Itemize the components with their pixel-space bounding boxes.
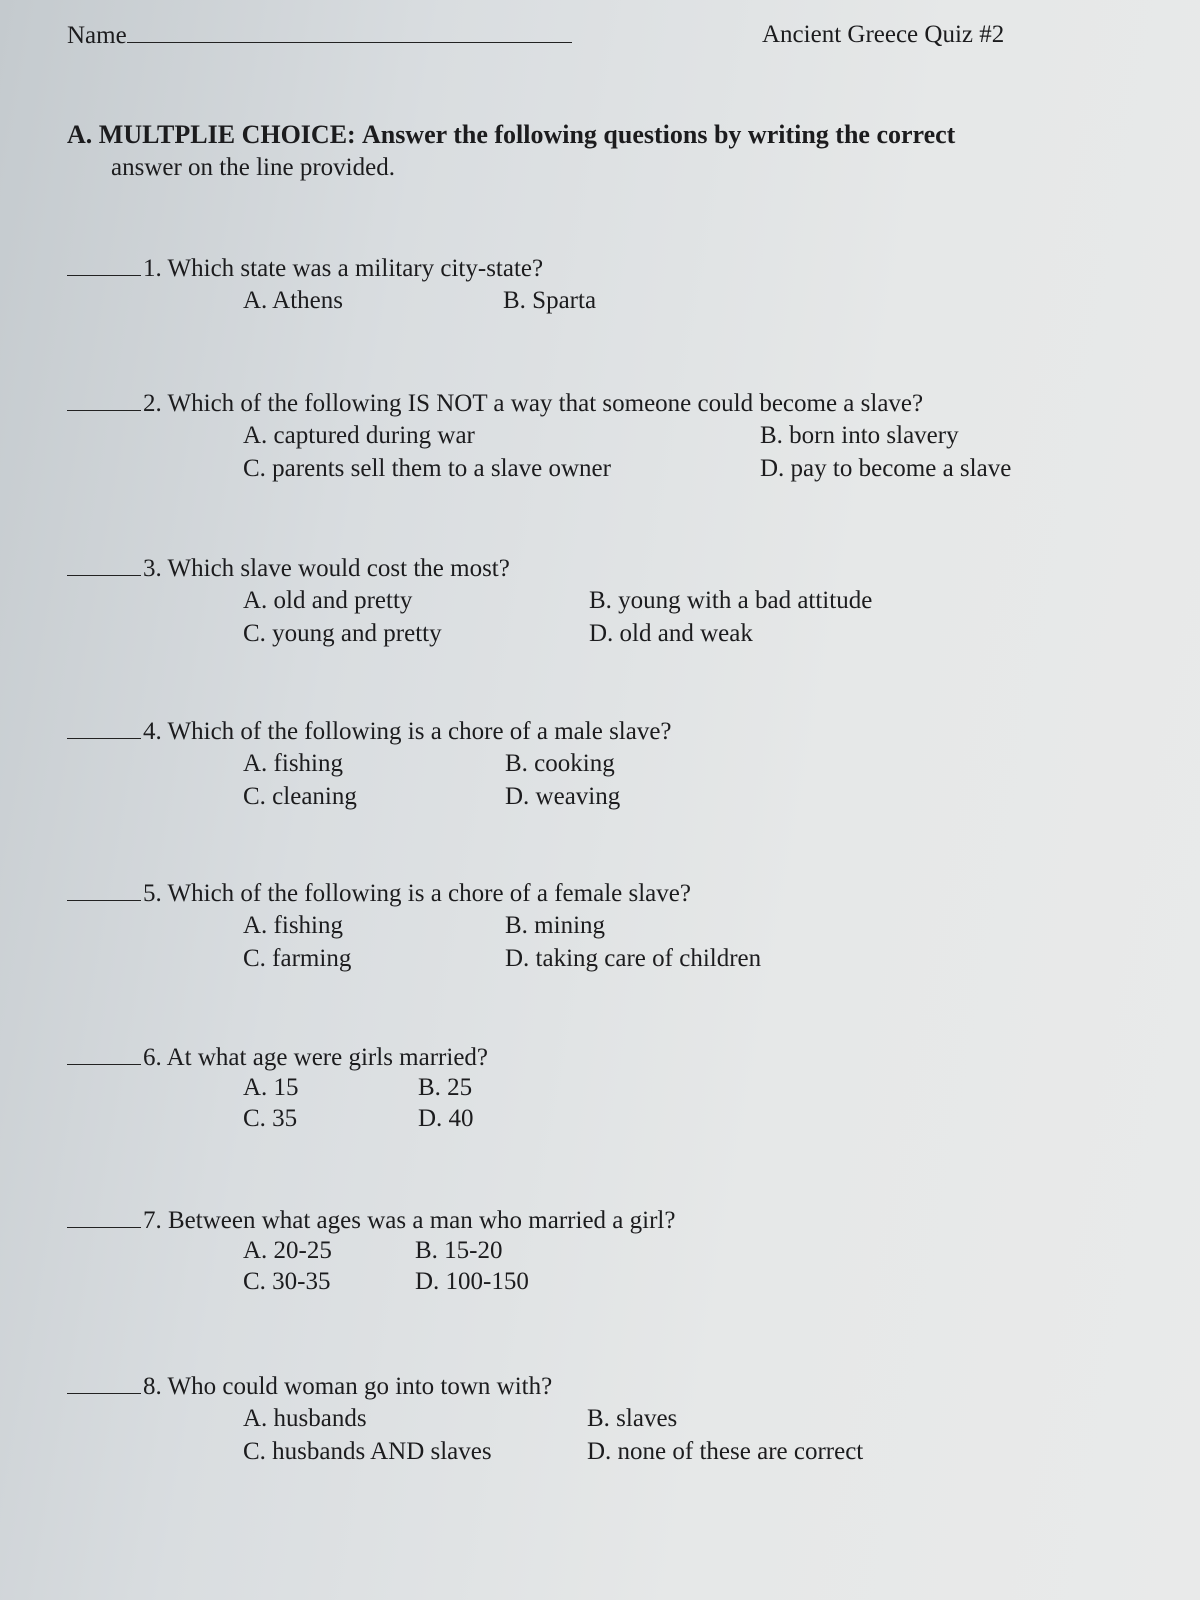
question-text: 8. Who could woman go into town with?: [143, 1373, 553, 1400]
question-text: 3. Which slave would cost the most?: [143, 555, 510, 582]
option-c: C. 35: [243, 1105, 298, 1132]
question-7: [67, 1205, 675, 1236]
question-4: [67, 716, 672, 747]
section-instruction-cont: answer on the line provided.: [111, 154, 395, 181]
answer-blank[interactable]: [67, 878, 141, 901]
option-a: A. fishing: [243, 750, 343, 777]
option-c: C. 30-35: [243, 1268, 331, 1295]
question-text: 5. Which of the following is a chore of a female slave?: [143, 880, 691, 907]
answer-blank[interactable]: [67, 388, 141, 411]
answer-blank[interactable]: [67, 1371, 141, 1394]
option-c: C. farming: [243, 945, 352, 972]
section-heading: [67, 120, 955, 151]
answer-blank[interactable]: [67, 253, 141, 276]
answer-blank[interactable]: [67, 1205, 141, 1228]
question-text: 7. Between what ages was a man who married a girl?: [143, 1207, 676, 1234]
option-d: D. old and weak: [589, 620, 753, 647]
section-instruction: Answer the following questions by writing the correct: [361, 120, 956, 149]
quiz-title: Ancient Greece Quiz #2: [762, 21, 1005, 48]
option-d: D. none of these are correct: [587, 1438, 864, 1465]
question-6: [67, 1042, 488, 1073]
option-d: D. weaving: [505, 783, 621, 810]
option-d: D. taking care of children: [505, 945, 762, 972]
question-5: [67, 878, 691, 909]
option-b: B. cooking: [505, 750, 615, 777]
question-1: [67, 253, 543, 284]
question-3: [67, 553, 510, 584]
option-a: A. husbands: [243, 1405, 367, 1432]
question-text: 4. Which of the following is a chore of a male slave?: [143, 718, 672, 745]
name-label: Name: [67, 22, 127, 49]
option-d: D. pay to become a slave: [760, 455, 1012, 482]
option-a: A. 15: [243, 1074, 299, 1101]
option-b: B. young with a bad attitude: [589, 587, 873, 614]
option-c: C. young and pretty: [243, 620, 442, 647]
option-c: C. parents sell them to a slave owner: [243, 455, 611, 482]
option-b: B. 25: [418, 1074, 473, 1101]
answer-blank[interactable]: [67, 1042, 141, 1065]
option-c: C. cleaning: [243, 783, 357, 810]
option-c: C. husbands AND slaves: [243, 1438, 492, 1465]
option-a: A. captured during war: [243, 422, 475, 449]
option-a: A. 20-25: [243, 1237, 332, 1264]
section-label: A. MULTPLIE CHOICE:: [67, 120, 356, 149]
name-line[interactable]: [127, 20, 572, 43]
option-a: A. Athens: [243, 287, 343, 314]
question-8: [67, 1371, 552, 1402]
option-b: B. 15-20: [415, 1237, 503, 1264]
question-text: 6. At what age were girls married?: [143, 1044, 489, 1071]
option-a: A. old and pretty: [243, 587, 413, 614]
option-a: A. fishing: [243, 912, 343, 939]
option-d: D. 100-150: [415, 1268, 529, 1295]
answer-blank[interactable]: [67, 716, 141, 739]
answer-blank[interactable]: [67, 553, 141, 576]
question-text: 2. Which of the following IS NOT a way that someone could become a slave?: [143, 390, 924, 417]
option-b: B. born into slavery: [760, 422, 959, 449]
option-b: B. Sparta: [503, 287, 597, 314]
question-2: [67, 388, 923, 419]
option-b: B. mining: [505, 912, 606, 939]
name-field[interactable]: [67, 20, 572, 51]
option-b: B. slaves: [587, 1405, 678, 1432]
question-text: 1. Which state was a military city-state?: [143, 255, 544, 282]
option-d: D. 40: [418, 1105, 474, 1132]
